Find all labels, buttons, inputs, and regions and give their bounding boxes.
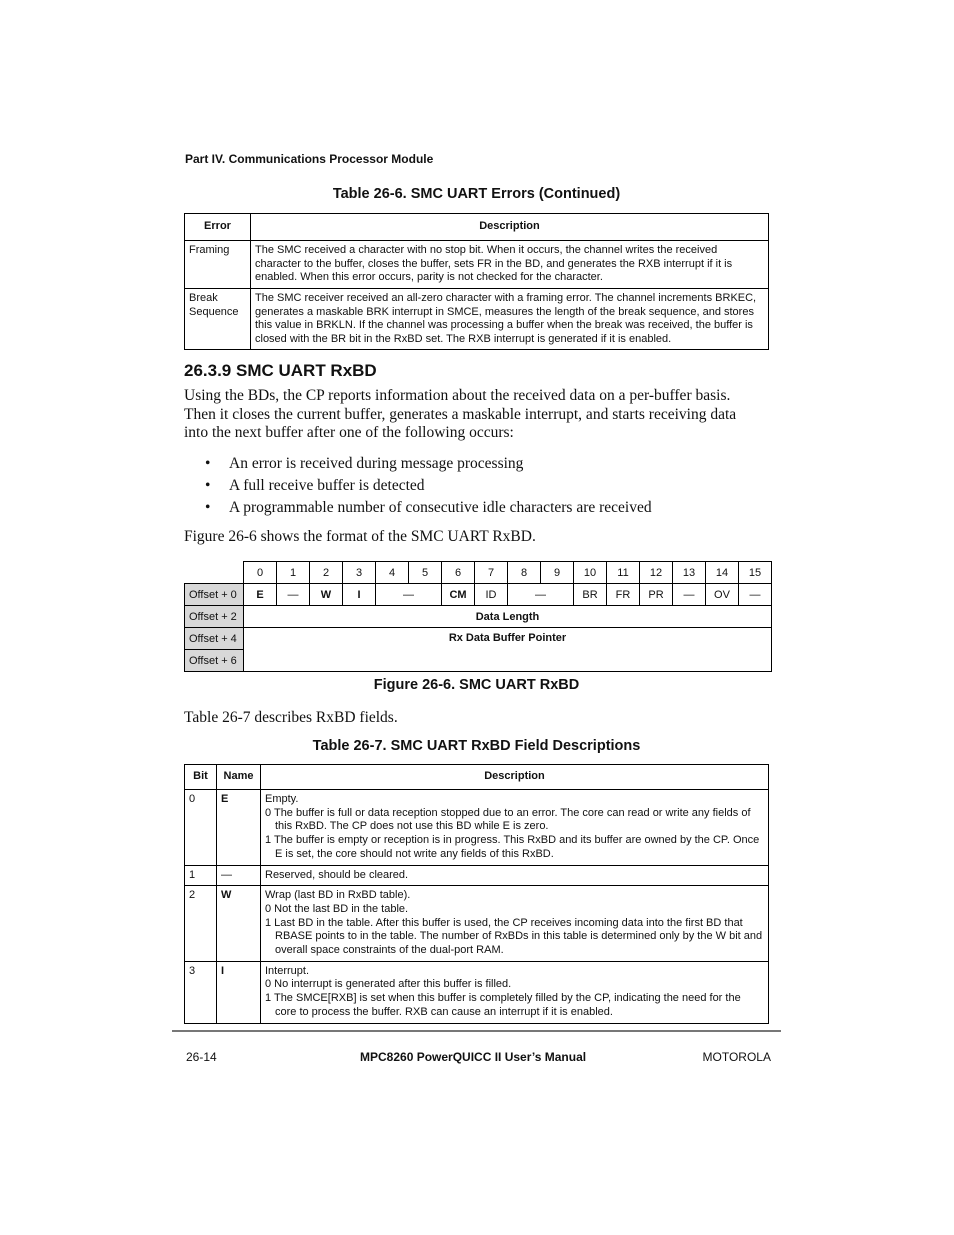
field-name: E <box>217 790 261 866</box>
errors-table-header-description: Description <box>251 214 769 241</box>
fields-table-header-description: Description <box>261 765 769 790</box>
table-row <box>185 289 769 350</box>
error-description: The SMC receiver received an all-zero character with a framing error. The channel increments BRKEC, generates a maskable BRK interrupt in SMCE, measures the length of the break sequence, and stores this value in BRKLN. If the channel was processing a buffer when the break was received, the buffer is closed with the BR bit in the RxBD set. The RXB interrupt is generated if it is enabled. <box>251 289 769 350</box>
error-name: Break Sequence <box>185 289 251 350</box>
rxbd-bit-diagram <box>184 561 772 672</box>
field-bit: 3 <box>185 961 217 1023</box>
field-name: I <box>217 961 261 1023</box>
field-fr: FR <box>607 584 640 606</box>
field-rx-data-buffer-pointer: Rx Data Buffer Pointer <box>244 628 772 672</box>
figure-caption: Figure 26-6. SMC UART RxBD <box>373 677 580 693</box>
bit-number: 13 <box>673 562 706 584</box>
field-w: W <box>310 584 343 606</box>
running-head: Part IV. Communications Processor Module <box>185 152 434 166</box>
fields-table-header-name: Name <box>217 765 261 790</box>
bit-number: 5 <box>409 562 442 584</box>
field-i: I <box>343 584 376 606</box>
field-description: Reserved, should be cleared. <box>261 865 769 886</box>
intro-paragraph: Using the BDs, the CP reports information about the received data on a per-buffer basis. Then it closes the current buffer, generates a maskable interrupt, and starts receiving data into the next buffer after one of the following occurs: <box>184 387 737 442</box>
offset-4-row <box>185 628 772 650</box>
bullet-icon: • <box>205 477 211 494</box>
bit-number: 15 <box>739 562 772 584</box>
errors-table <box>184 213 769 350</box>
bit-number: 12 <box>640 562 673 584</box>
field-reserved: — <box>508 584 574 606</box>
offset-label: Offset + 6 <box>185 650 244 672</box>
bit-number: 7 <box>475 562 508 584</box>
bit-number: 1 <box>277 562 310 584</box>
footer-rule <box>172 1030 781 1032</box>
bullet-icon: • <box>205 455 211 472</box>
table-reference: Table 26-7 describes RxBD fields. <box>184 709 398 726</box>
bit-number: 8 <box>508 562 541 584</box>
section-heading: 26.3.9 SMC UART RxBD <box>184 361 377 380</box>
field-description: Wrap (last BD in RxBD table). 0 Not the last BD in the table. 1 Last BD in the table. After this buffer is used, the CP receives incoming data into the first BD that RBASE points to in the table. The number of RxBDs in this table is determined only by the W bit and overall space constraints of the dual-port RAM. <box>261 886 769 962</box>
bit-number-row <box>185 562 772 584</box>
list-item: • A full receive buffer is detected <box>205 477 425 494</box>
fields-table <box>184 764 769 1024</box>
fields-table-header-bit: Bit <box>185 765 217 790</box>
field-bit: 1 <box>185 865 217 886</box>
table-row <box>185 961 769 1023</box>
condition-list <box>205 454 652 520</box>
table-row <box>185 790 769 866</box>
table-row <box>185 865 769 886</box>
bit-number: 6 <box>442 562 475 584</box>
field-bit: 2 <box>185 886 217 962</box>
offset-label: Offset + 2 <box>185 606 244 628</box>
field-name: — <box>217 865 261 886</box>
bit-number: 14 <box>706 562 739 584</box>
field-id: ID <box>475 584 508 606</box>
bit-number: 11 <box>607 562 640 584</box>
bit-number: 4 <box>376 562 409 584</box>
bit-number: 10 <box>574 562 607 584</box>
field-reserved: — <box>376 584 442 606</box>
field-cm: CM <box>442 584 475 606</box>
bit-number: 2 <box>310 562 343 584</box>
field-name: W <box>217 886 261 962</box>
offset-0-row <box>185 584 772 606</box>
offset-2-row <box>185 606 772 628</box>
field-reserved: — <box>673 584 706 606</box>
footer-title: MPC8260 PowerQUICC II User’s Manual <box>360 1050 587 1064</box>
field-br: BR <box>574 584 607 606</box>
bullet-icon: • <box>205 499 211 516</box>
field-description: Empty. 0 The buffer is full or data reception stopped due to an error. The core can read or write any fields of this RxBD. The CP does not use this BD while E is zero. 1 The buffer is empty or reception is in progress. This RxBD and its buffer are owned by the CP. Once E is set, the core should not write any fields of this RxBD. <box>261 790 769 866</box>
table-row <box>185 886 769 962</box>
fields-table-caption: Table 26-7. SMC UART RxBD Field Descriptions <box>312 738 641 754</box>
field-reserved: — <box>739 584 772 606</box>
field-description: Interrupt. 0 No interrupt is generated after this buffer is filled. 1 The SMCE[RXB] is set when this buffer is completely filled by the CP, indicating the need for the core to process the buffer. RXB can cause an interrupt if it is enabled. <box>261 961 769 1023</box>
error-name: Framing <box>185 241 251 289</box>
error-description: The SMC received a character with no stop bit. When it occurs, the channel writes the received character to the buffer, closes the buffer, sets FR in the BD, and generates the RXB interrupt if it is enabled. When this error occurs, parity is not checked for the character. <box>251 241 769 289</box>
bit-number: 9 <box>541 562 574 584</box>
bit-number: 0 <box>244 562 277 584</box>
offset-label: Offset + 0 <box>185 584 244 606</box>
field-e: E <box>244 584 277 606</box>
errors-table-header-error: Error <box>185 214 251 241</box>
field-reserved: — <box>277 584 310 606</box>
footer-company: MOTOROLA <box>702 1050 771 1064</box>
list-item: • A programmable number of consecutive idle characters are received <box>205 499 652 516</box>
list-item: • An error is received during message processing <box>205 455 524 472</box>
bit-number: 3 <box>343 562 376 584</box>
field-data-length: Data Length <box>244 606 772 628</box>
field-pr: PR <box>640 584 673 606</box>
field-bit: 0 <box>185 790 217 866</box>
footer-page-number: 26-14 <box>186 1050 217 1064</box>
table-row <box>185 241 769 289</box>
figure-reference: Figure 26-6 shows the format of the SMC UART RxBD. <box>184 528 536 545</box>
errors-table-caption: Table 26-6. SMC UART Errors (Continued) <box>332 186 621 202</box>
offset-label: Offset + 4 <box>185 628 244 650</box>
field-ov: OV <box>706 584 739 606</box>
